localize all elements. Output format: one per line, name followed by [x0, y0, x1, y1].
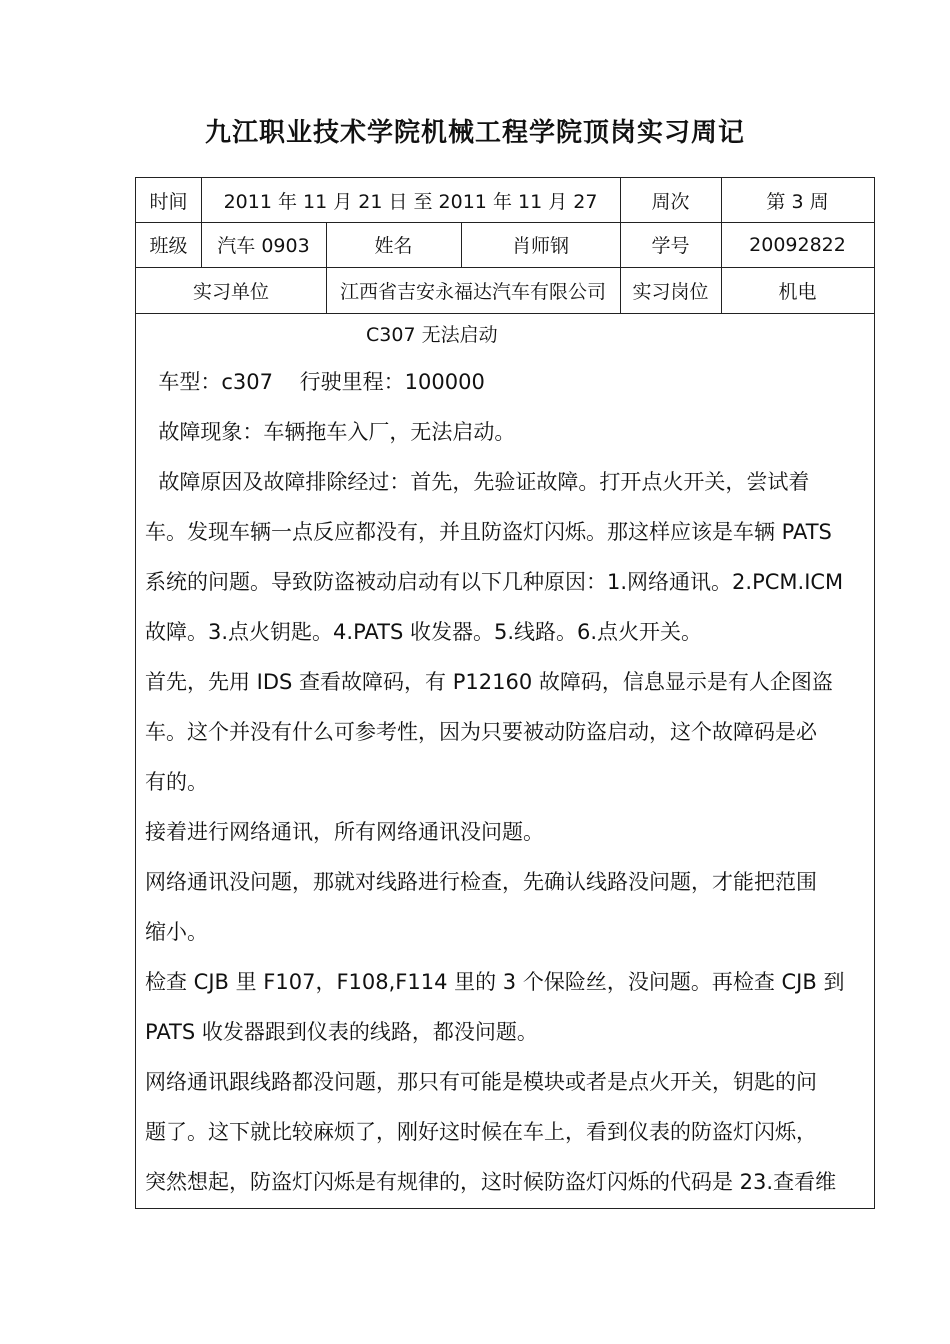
internship-unit-value: 江西省吉安永福达汽车有限公司: [339, 280, 606, 303]
body-line: 有的。: [145, 770, 208, 794]
name-value: 肖师钢: [511, 235, 569, 257]
body-line: 网络通讯没问题，那就对线路进行检查，先确认线路没问题，才能把范围: [145, 870, 817, 894]
body-line: 故障现象：车辆拖车入厂，无法启动。: [145, 420, 516, 444]
body-line: 车型：c307 行驶里程：100000: [145, 370, 485, 394]
body-line: 车。这个并没有什么可参考性，因为只要被动防盗启动，这个故障码是必: [145, 720, 817, 744]
internship-post-value: 机电: [778, 280, 817, 303]
internship-unit-label: 实习单位: [192, 280, 269, 303]
body-line: 网络通讯跟线路都没问题，那只有可能是模块或者是点火开关，钥匙的问: [145, 1070, 817, 1094]
class-value: 汽车 0903: [217, 235, 310, 257]
body-line: 检查 CJB 里 F107，F108,F114 里的 3 个保险丝，没问题。再检查 CJB 到: [145, 970, 845, 994]
week-value: 第 3 周: [766, 190, 829, 213]
time-value: 2011 年 11 月 21 日 至 2011 年 11 月 27: [223, 190, 598, 213]
student-id-label: 学号: [651, 235, 690, 257]
body-line: PATS 收发器跟到仪表的线路，都没问题。: [145, 1020, 538, 1044]
page-title: 九江职业技术学院机械工程学院顶岗实习周记: [204, 118, 745, 148]
name-label: 姓名: [374, 235, 413, 257]
student-id-value: 20092822: [749, 233, 846, 256]
body-line: 首先，先用 IDS 查看故障码，有 P12160 故障码，信息显示是有人企图盗: [145, 670, 833, 694]
body-line: 故障。3.点火钥匙。4.PATS 收发器。5.线路。6.点火开关。: [145, 620, 703, 644]
weekly-report-table: [135, 177, 875, 1209]
report-subtitle: C307 无法启动: [366, 324, 498, 346]
body-line: 故障原因及故障排除经过：首先，先验证故障。打开点火开关，尝试着: [145, 470, 810, 494]
row-divider: [136, 313, 874, 314]
body-line: 接着进行网络通讯，所有网络通讯没问题。: [145, 820, 544, 844]
internship-post-label: 实习岗位: [632, 280, 709, 303]
time-label: 时间: [149, 190, 188, 213]
body-line: 系统的问题。导致防盗被动启动有以下几种原因：1.网络通讯。2.PCM.ICM: [145, 570, 844, 594]
body-line: 题了。这下就比较麻烦了，刚好这时候在车上，看到仪表的防盗灯闪烁，: [145, 1120, 817, 1144]
body-line: 突然想起，防盗灯闪烁是有规律的，这时候防盗灯闪烁的代码是 23.查看维: [145, 1170, 837, 1194]
class-label: 班级: [149, 235, 188, 257]
week-label: 周次: [651, 190, 690, 213]
body-line: 缩小。: [145, 920, 208, 944]
body-line: 车。发现车辆一点反应都没有，并且防盗灯闪烁。那这样应该是车辆 PATS: [145, 520, 832, 544]
